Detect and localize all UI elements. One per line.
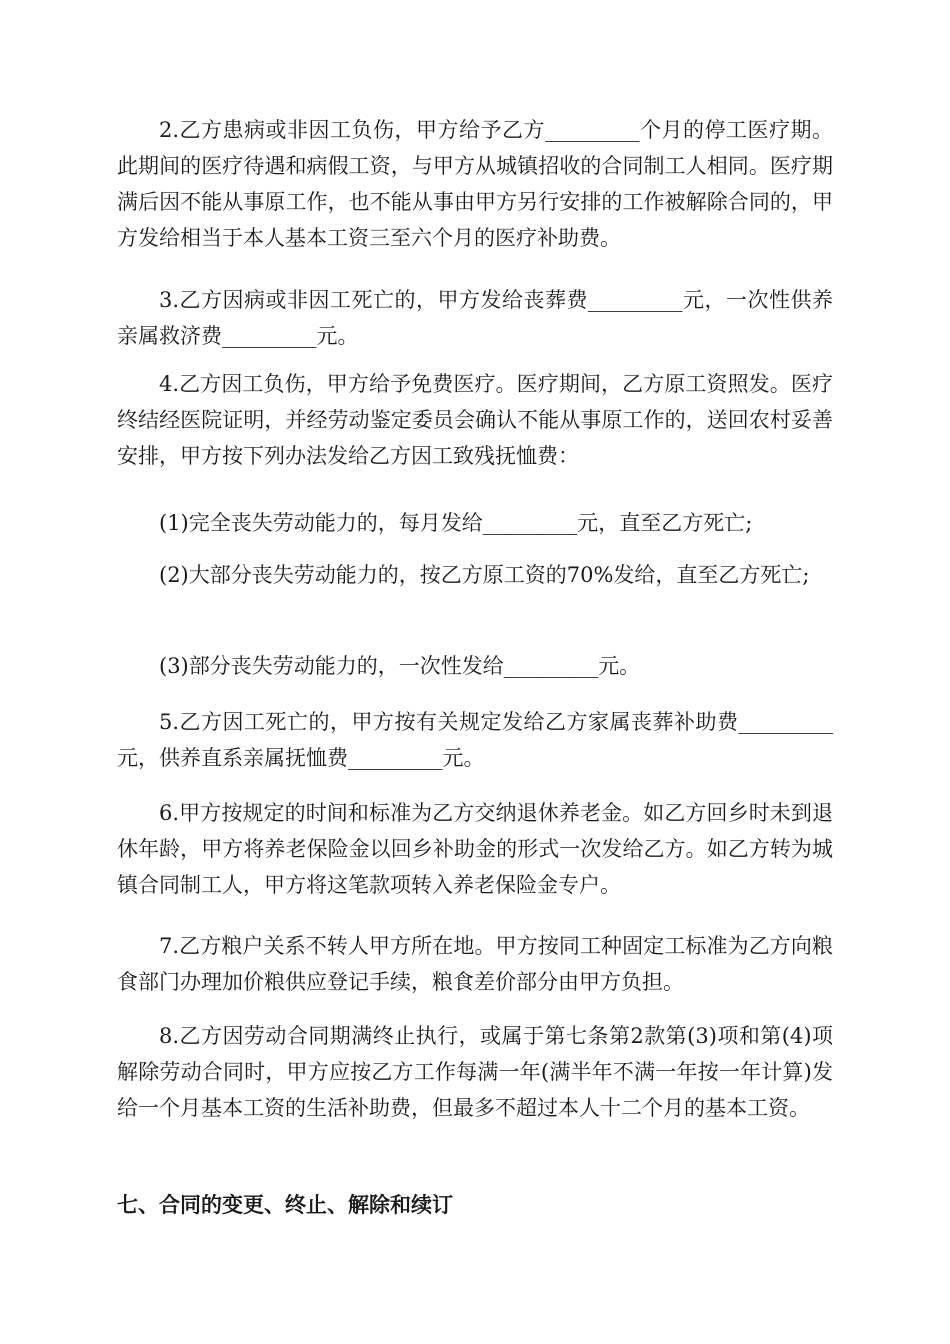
clause-3-paragraph: 3.乙方因病或非因工死亡的，甲方发给丧葬费_________元，一次性供养亲属救济费_________元。: [117, 288, 833, 348]
section-heading: 七、合同的变更、终止、解除和续订: [117, 1193, 453, 1217]
clause-4-paragraph: 4.乙方因工负伤，甲方给予免费医疗。医疗期间，乙方原工资照发。医疗终结经医院证明，并经劳动鉴定委员会确认不能从事原工作的，送回农村妥善安排，甲方按下列办法发给乙方因工致残抚恤费：: [117, 372, 833, 468]
clause-4-item-3: (3)部分丧失劳动能力的，一次性发给_________元。: [159, 654, 641, 678]
clause-4-item-1: (1)完全丧失劳动能力的，每月发给_________元，直至乙方死亡;: [159, 511, 753, 535]
clause-6-paragraph: 6.甲方按规定的时间和标准为乙方交纳退休养老金。如乙方回乡时未到退休年龄，甲方将养老保险金以回乡补助金的形式一次发给乙方。如乙方转为城镇合同制工人，甲方将这笔款项转入养老保险金专户。: [117, 801, 833, 897]
clause-2-paragraph: 2.乙方患病或非因工负伤，甲方给予乙方_________个月的停工医疗期。此期间的医疗待遇和病假工资，与甲方从城镇招收的合同制工人相同。医疗期满后因不能从事原工作，也不能从事由甲方另行安排的工作被解除合同的，甲方发给相当于本人基本工资三至六个月的医疗补助费。: [117, 118, 833, 250]
clause-8-paragraph: 8.乙方因劳动合同期满终止执行，或属于第七条第2款第(3)项和第(4)项解除劳动合同时，甲方应按乙方工作每满一年(满半年不满一年按一年计算)发给一个月基本工资的生活补助费，但最多不超过本人十二个月的基本工资。: [117, 1024, 833, 1120]
clause-4-item-2: (2)大部分丧失劳动能力的，按乙方原工资的70%发给，直至乙方死亡;: [159, 563, 810, 587]
clause-7-paragraph: 7.乙方粮户关系不转人甲方所在地。甲方按同工种固定工标准为乙方向粮食部门办理加价粮供应登记手续，粮食差价部分由甲方负担。: [117, 934, 833, 994]
clause-5-paragraph: 5.乙方因工死亡的，甲方按有关规定发给乙方家属丧葬补助费_________元，供养直系亲属抚恤费_________元。: [117, 710, 833, 770]
